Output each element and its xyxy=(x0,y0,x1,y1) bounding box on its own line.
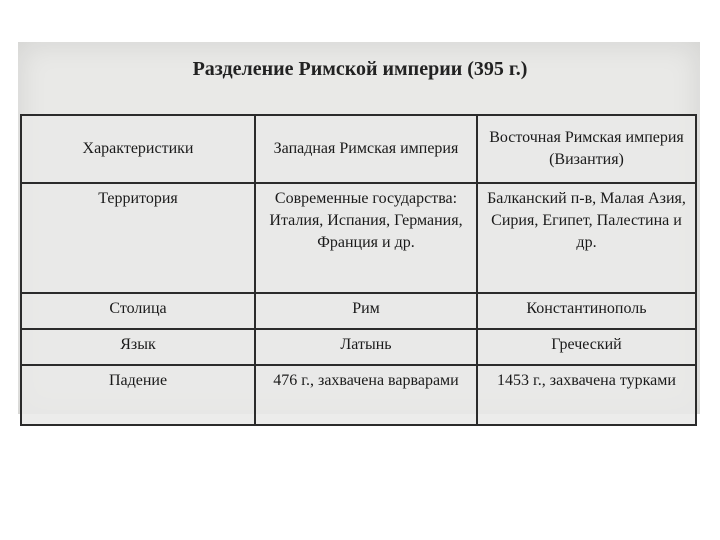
row-label: Столица xyxy=(21,293,255,329)
table-header-row xyxy=(21,115,696,183)
page-title: Разделение Римской империи (395 г.) xyxy=(192,58,528,80)
table-row xyxy=(21,293,696,329)
west-cell: Рим xyxy=(255,293,477,329)
east-cell: 1453 г., захвачена турками xyxy=(477,365,696,425)
west-cell: 476 г., захвачена варварами xyxy=(255,365,477,425)
east-cell: Балканский п-в, Малая Азия, Сирия, Египет, Палестина и др. xyxy=(477,183,696,293)
header-characteristics: Характеристики xyxy=(21,115,255,183)
row-label: Падение xyxy=(21,365,255,425)
table-row xyxy=(21,329,696,365)
east-cell: Греческий xyxy=(477,329,696,365)
east-cell: Константинополь xyxy=(477,293,696,329)
table-row xyxy=(21,365,696,425)
west-cell: Современные государства: Италия, Испания, Германия, Франция и др. xyxy=(255,183,477,293)
comparison-table xyxy=(20,114,697,426)
header-east: Восточная Римская империя (Византия) xyxy=(477,115,696,183)
table-row xyxy=(21,183,696,293)
row-label: Территория xyxy=(21,183,255,293)
header-west: Западная Римская империя xyxy=(255,115,477,183)
row-label: Язык xyxy=(21,329,255,365)
west-cell: Латынь xyxy=(255,329,477,365)
